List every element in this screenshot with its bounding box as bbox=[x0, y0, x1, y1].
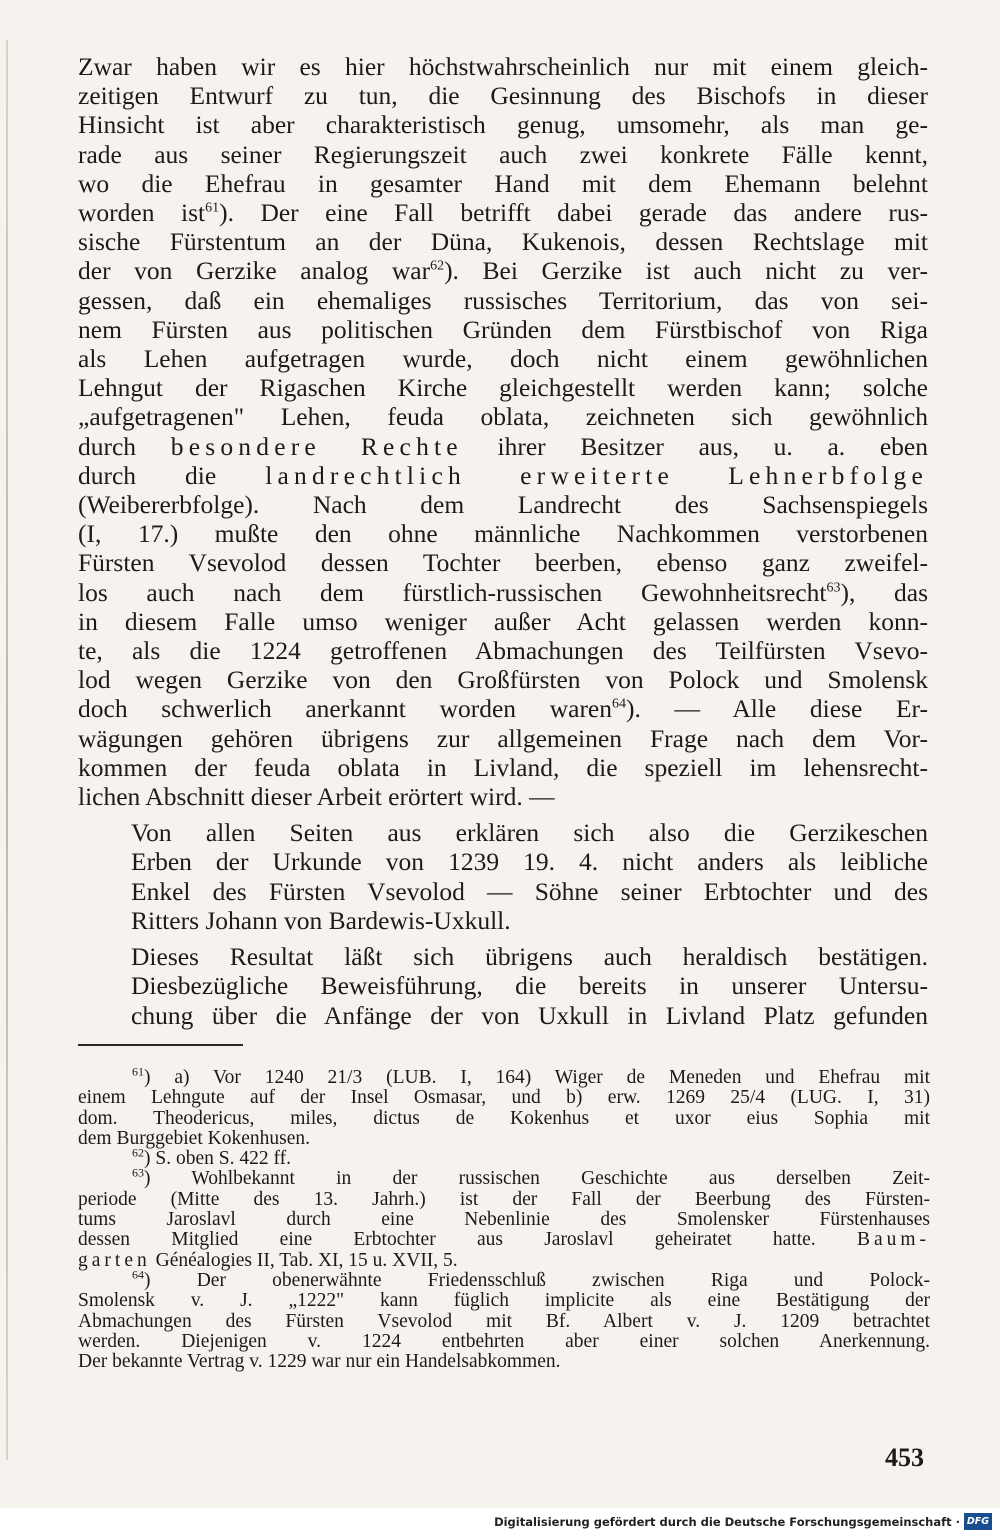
footnote-62 bbox=[78, 1145, 930, 1170]
text-line: Dieses Resultat läßt sich übrigens auch heraldisch bestätigen. bbox=[131, 942, 928, 972]
text-line: Abmachungen des Fürsten Vsevolod mit Bf. Albert v. J. 1209 betrachtet bbox=[78, 1310, 930, 1332]
text-fragment: ). Bei Gerzike ist auch nicht zu ver- bbox=[444, 256, 928, 286]
author-name: garten bbox=[78, 1249, 151, 1271]
paragraph-2 bbox=[78, 818, 928, 935]
text-line: lichen Abschnitt dieser Arbeit erörtert wird. — bbox=[78, 782, 555, 812]
text-fragment: ) a) Vor 1240 21/3 (LUB. I, 164) Wiger de Meneden und Ehefrau mit bbox=[144, 1067, 930, 1088]
text-fragment: ) Der obenerwähnte Friedensschluß zwischen Riga und Polock- bbox=[144, 1269, 930, 1291]
footnotes bbox=[78, 1064, 931, 1373]
text-fragment: ). — Alle diese Er- bbox=[626, 694, 929, 724]
text-fragment: dessen Mitglied eine Erbtochter aus Jaroslavl geheiratet hatte. bbox=[78, 1229, 816, 1251]
text-line: einem Lehngute auf der Insel Osmasar, und b) erw. 1269 25/4 (LUG. I, 31) bbox=[78, 1087, 930, 1109]
text-line: lod wegen Gerzike von den Großfürsten von Polock und Smolensk bbox=[78, 665, 928, 695]
text-line bbox=[78, 1251, 930, 1271]
text-line: Lehngut der Rigaschen Kirche gleichgestellt werden kann; solche bbox=[78, 373, 928, 403]
text-line: Zwar haben wir es hier höchstwahrscheinlich nur mit einem gleich- bbox=[78, 52, 928, 81]
text-line: Von allen Seiten aus erklären sich also die Gerzikeschen bbox=[131, 818, 928, 848]
text-line: dem Burggebiet Kokenhusen. bbox=[78, 1127, 310, 1149]
footnote-ref-63[interactable]: 63 bbox=[826, 580, 841, 596]
text-line: zeitigen Entwurf zu tun, die Gesinnung des Bischofs in dieser bbox=[78, 81, 928, 111]
text-line: Smolensk v. J. „1222" kann füglich implicite als eine Bestätigung der bbox=[78, 1290, 930, 1312]
text-line bbox=[78, 1230, 930, 1250]
text-line: dom. Theodericus, miles, dictus de Kokenhus et uxor eius Sophia mit bbox=[78, 1107, 930, 1129]
text-line bbox=[78, 1267, 930, 1291]
text-fragment: ) Wohlbekannt in der russischen Geschichte aus derselben Zeit- bbox=[144, 1168, 930, 1190]
text-line bbox=[78, 256, 928, 285]
page-number: 453 bbox=[885, 1443, 924, 1472]
text-line: nem Fürsten aus politischen Gründen dem Fürstbischof von Riga bbox=[78, 314, 928, 344]
text-fragment: durch die bbox=[78, 460, 217, 490]
text-fragment: der von Gerzike analog war bbox=[78, 256, 431, 286]
text-line: Erben der Urkunde von 1239 19. 4. nicht anders als leibliche bbox=[131, 847, 928, 877]
footnote-64 bbox=[78, 1267, 930, 1373]
text-line: gessen, daß ein ehemaliges russisches Territorium, das von sei- bbox=[78, 285, 928, 315]
text-line bbox=[78, 1165, 930, 1190]
text-line: werden. Diejenigen v. 1224 entbehrten aber einer solchen Anerkennung. bbox=[78, 1330, 930, 1352]
text-fragment: worden ist bbox=[78, 198, 206, 228]
scan-edge bbox=[6, 40, 8, 1460]
text-line: wägungen gehören übrigens zur allgemeinen Frage nach dem Vor- bbox=[78, 723, 928, 753]
spaced-emphasis: besondere Rechte bbox=[170, 431, 463, 461]
text-line: Diesbezügliche Beweisführung, die bereits in unserer Untersu- bbox=[131, 971, 928, 1001]
footnote-separator bbox=[78, 1044, 243, 1046]
text-fragment: Généalogies II, Tab. XI, 15 u. XVII, 5. bbox=[155, 1249, 458, 1271]
footnote-ref-62[interactable]: 62 bbox=[430, 258, 445, 274]
footnote-63 bbox=[78, 1165, 931, 1271]
footnote-61 bbox=[78, 1064, 930, 1149]
footnote-number: 61 bbox=[132, 1064, 144, 1079]
spaced-emphasis: landrechtlich erweiterte Lehnerbfolge bbox=[265, 460, 928, 490]
text-line: „aufgetragenen" Lehen, feuda oblata, zeichneten sich gewöhnlich bbox=[78, 402, 928, 432]
author-name: Baum- bbox=[856, 1229, 931, 1251]
footnote-number: 62 bbox=[132, 1145, 144, 1160]
text-line bbox=[78, 694, 928, 723]
text-line: kommen der feuda oblata in Livland, die speziell im lehensrecht- bbox=[78, 752, 928, 782]
footnote-number: 63 bbox=[132, 1165, 144, 1180]
footer-credit: Digitalisierung gefördert durch die Deutsche Forschungsgemeinschaft · bbox=[494, 1515, 960, 1529]
text-fragment: ). Der eine Fall betrifft dabei gerade das andere rus- bbox=[219, 198, 928, 228]
text-line: rade aus seiner Regierungszeit auch zwei konkrete Fälle kennt, bbox=[78, 139, 928, 169]
footnote-ref-64[interactable]: 64 bbox=[612, 696, 627, 712]
paragraph-1 bbox=[78, 52, 928, 811]
text-line: (Weibererbfolge). Nach dem Landrecht des Sachsenspiegels bbox=[78, 490, 928, 520]
text-fragment: doch schwerlich anerkannt worden waren bbox=[78, 694, 613, 724]
text-line bbox=[78, 1145, 930, 1170]
text-line: chung über die Anfänge der von Uxkull in Livland Platz gefunden bbox=[131, 1000, 928, 1030]
text-line bbox=[78, 461, 928, 490]
text-line: wo die Ehefrau in gesamter Hand mit dem Ehemann belehnt bbox=[78, 168, 928, 198]
text-line: sische Fürstentum an der Düna, Kukenois, dessen Rechtslage mit bbox=[78, 227, 928, 257]
footnote-number: 64 bbox=[132, 1267, 144, 1282]
digitization-footer bbox=[0, 1508, 1000, 1537]
text-line: (I, 17.) mußte den ohne männliche Nachkommen verstorbenen bbox=[78, 519, 928, 549]
text-line bbox=[78, 432, 928, 461]
text-line bbox=[78, 198, 928, 227]
text-line: in diesem Falle umso weniger außer Acht gelassen werden konn- bbox=[78, 606, 928, 636]
text-line bbox=[78, 578, 928, 607]
text-line: Fürsten Vsevolod dessen Tochter beerben, ebenso ganz zweifel- bbox=[78, 548, 928, 578]
text-fragment: ihrer Besitzer aus, u. a. eben bbox=[497, 431, 929, 461]
text-line: periode (Mitte des 13. Jahrh.) ist der Fall der Beerbung des Fürsten- bbox=[78, 1188, 930, 1210]
text-line: als Lehen aufgetragen wurde, doch nicht einem gewöhnlichen bbox=[78, 344, 928, 374]
text-line: Hinsicht ist aber charakteristisch genug, umsomehr, als man ge- bbox=[78, 110, 928, 140]
text-line: Enkel des Fürsten Vsevolod — Söhne seiner Erbtochter und des bbox=[131, 876, 928, 906]
text-line: Ritters Johann von Bardewis-Uxkull. bbox=[131, 905, 511, 935]
text-line bbox=[78, 1064, 930, 1088]
paragraph-3 bbox=[78, 942, 928, 1030]
text-fragment: durch bbox=[78, 431, 137, 461]
text-fragment: los auch nach dem fürstlich-russischen Gewohnheitsrecht bbox=[78, 577, 827, 607]
dfg-logo-icon[interactable]: DFG bbox=[964, 1513, 992, 1530]
text-fragment: ) S. oben S. 422 ff. bbox=[144, 1148, 291, 1170]
text-line: tums Jaroslavl durch eine Nebenlinie des Smolensker Fürstenhauses bbox=[78, 1209, 930, 1231]
main-text bbox=[78, 52, 928, 1030]
text-line: te, als die 1224 getroffenen Abmachungen des Teilfürsten Vsevo- bbox=[78, 636, 928, 666]
footnote-ref-61[interactable]: 61 bbox=[205, 200, 220, 216]
text-fragment: ), das bbox=[840, 577, 928, 607]
text-line: Der bekannte Vertrag v. 1229 war nur ein Handelsabkommen. bbox=[78, 1351, 561, 1373]
